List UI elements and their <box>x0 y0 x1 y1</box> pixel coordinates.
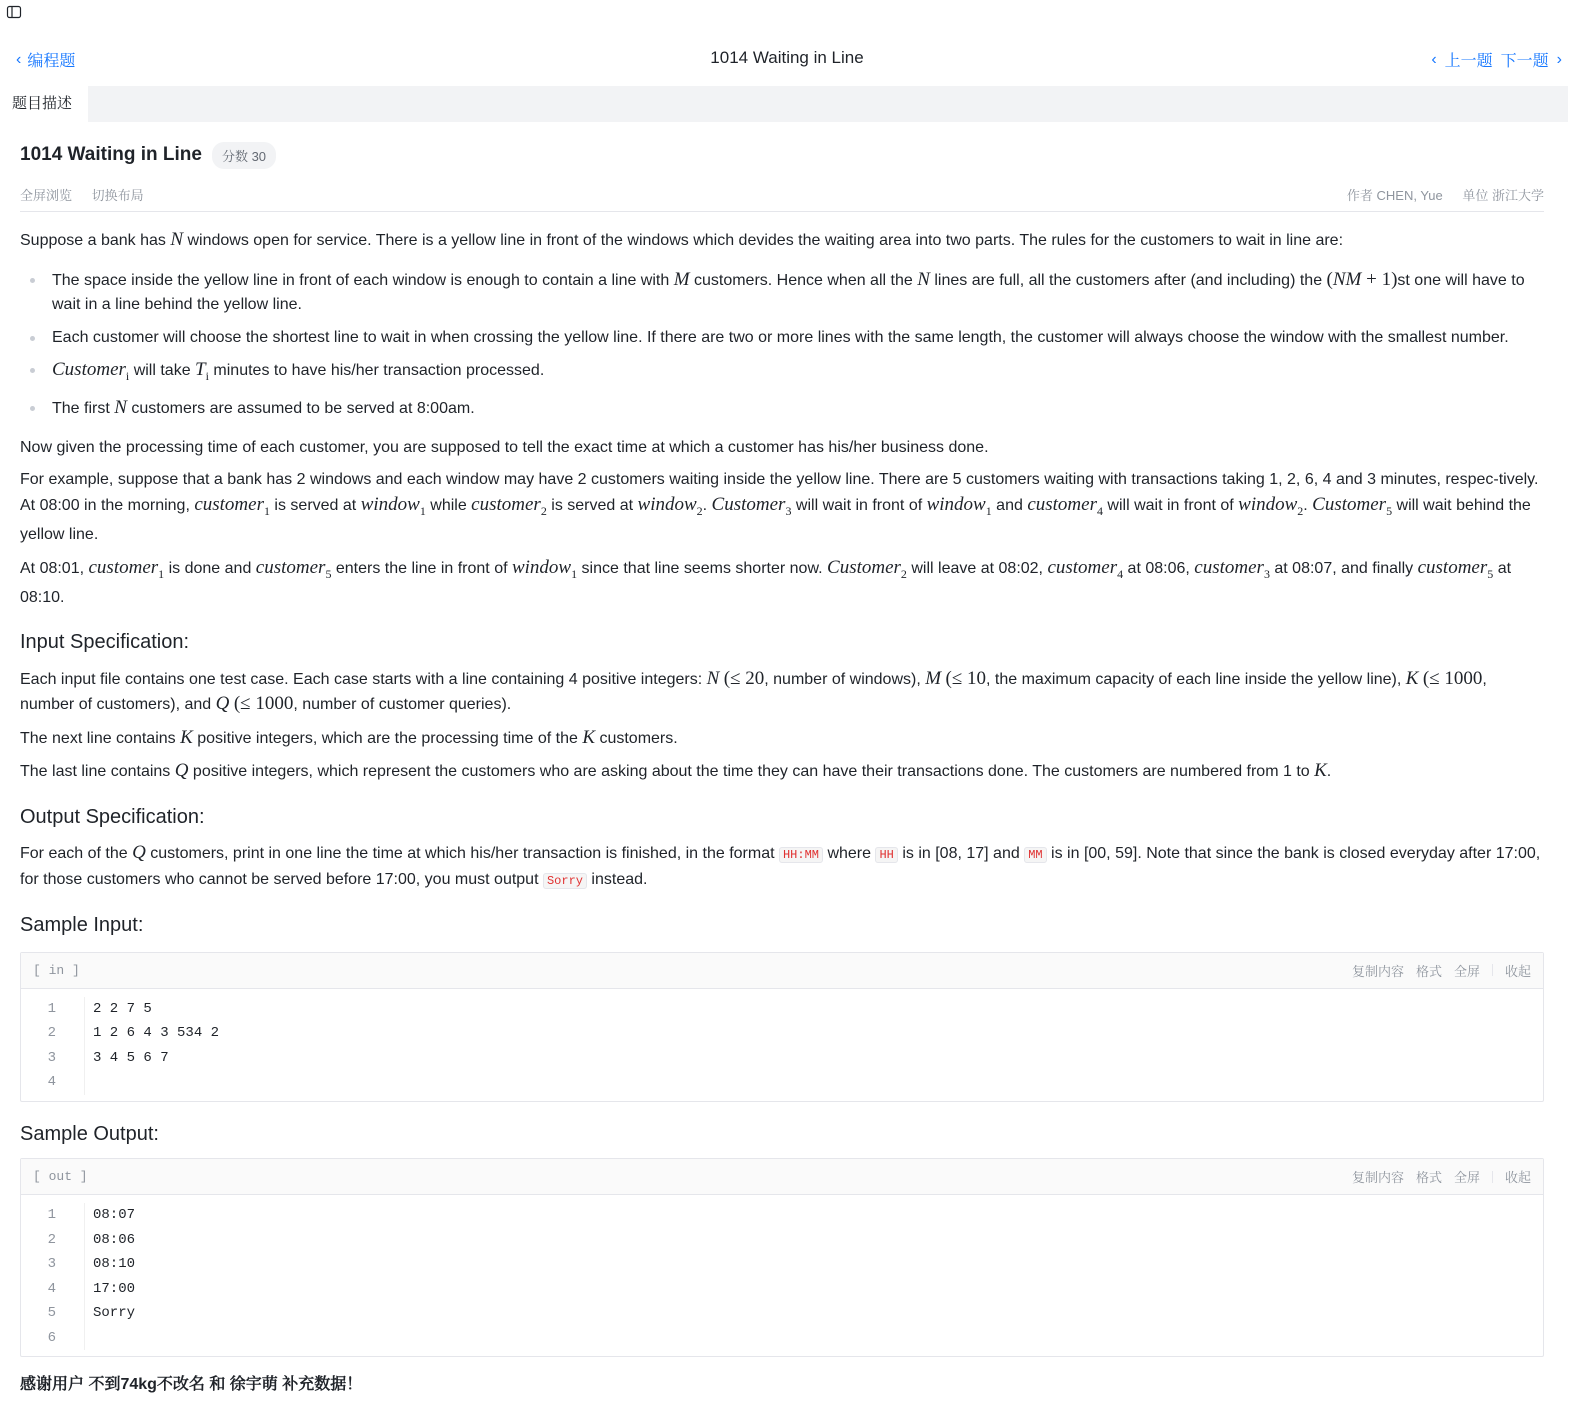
line-numbers <box>21 1203 85 1350</box>
list-item: Customer$_i$ will take $T_i$ minutes to have his/her transaction processed. <box>20 358 1544 388</box>
collapse-button[interactable]: 收起 <box>1504 1170 1531 1186</box>
list-item: The space inside the yellow line in front of each window is enough to contain a line with M customers. Hence when all the N lines are full, all the customers after (and including) the (NM + 1)st one will have to wait in a line behind the yellow line. <box>20 268 1544 318</box>
input-spec-heading: Input Specification: <box>20 631 189 654</box>
output-spec-heading: Output Specification: <box>20 805 205 828</box>
back-link-label: 编程题 <box>27 53 76 70</box>
statement-paragraph: Suppose a bank has N windows open for service. There is a yellow line in front of the windows which devides the waiting area into two parts. The rules for the customers to wait in line are: <box>20 229 1344 250</box>
list-item: The first N customers are assumed to be served at 8:00am. <box>20 396 1544 422</box>
page-title: 1014 Waiting in Line <box>710 48 864 67</box>
problem-pager <box>1431 48 1562 71</box>
statement-paragraph: At 08:01, customer$_1$ is done and customer$_5$ enters the line in front of window$_1$ since that line seems shorter now. Customer$_2$ will leave at 08:02, customer$_4$ at 08:06, customer$_3$ at 08:07, and finally customer$_5$ at 08:10. <box>20 556 1512 606</box>
problem-statement <box>20 228 1544 938</box>
line-number: 1 <box>47 1207 56 1224</box>
problem-meta-row <box>20 178 1544 212</box>
sample-input-heading: Sample Input: <box>20 914 144 937</box>
chevron-left-icon[interactable]: ‹ <box>1431 50 1437 68</box>
copy-button[interactable]: 复制内容 <box>1351 963 1404 979</box>
rules-list <box>20 268 1544 422</box>
code-line: 08:07 <box>93 1207 136 1224</box>
line-number: 3 <box>47 1256 56 1273</box>
line-number: 2 <box>47 1025 56 1042</box>
next-problem-link[interactable]: 下一题 <box>1500 53 1549 70</box>
problem-content <box>20 122 1544 1394</box>
list-item: Each customer will choose the shortest line to wait in when crossing the yellow line. If there are two or more lines with the same length, the customer will always choose the window with the smallest number. <box>20 326 1544 351</box>
line-number: 5 <box>47 1305 56 1322</box>
collapse-button[interactable]: 收起 <box>1504 963 1531 979</box>
tab-bar <box>0 86 1568 122</box>
code-label: [ in ] <box>33 962 80 978</box>
statement-paragraph: Each input file contains one test case. Each case starts with a line containing 4 positive integers: N (≤ 20, number of windows), M (≤ 10, the maximum capacity of each line inside the yellow line), K (≤ 1000, number of customers), and Q (≤ 1000, number of customer queries). <box>20 667 1487 715</box>
acknowledgement-note: 感谢用户 不到74kg不改名 和 徐宇萌 补充数据！ <box>20 1376 363 1394</box>
code-line: 08:10 <box>93 1256 136 1273</box>
prev-problem-link[interactable]: 上一题 <box>1444 53 1493 70</box>
divider <box>1492 1171 1493 1183</box>
problem-header <box>20 122 1544 178</box>
statement-paragraph: For example, suppose that a bank has 2 windows and each window may have 2 customers waiting inside the yellow line. There are 5 customers waiting with transactions taking 1, 2, 6, 4 and 3 minutes, respec-tively. At 08:00 in the morning, customer$_1$ is served at window$_1$ while customer$_2$ is served at window$_2$. Customer$_3$ will wait in front of window$_1$ and customer$_4$ will wait in front of window$_2$. Customer$_5$ will wait behind the yellow line. <box>20 471 1539 544</box>
code-lines[interactable] <box>85 1203 135 1350</box>
sample-output-heading: Sample Output: <box>20 1122 159 1145</box>
statement-paragraph: The last line contains Q positive integers, which represent the customers who are asking about the time they can have their transactions done. The customers are numbered from 1 to K. <box>20 760 1332 782</box>
code-line: 17:00 <box>93 1280 136 1297</box>
fullscreen-button[interactable]: 全屏 <box>1453 1170 1480 1186</box>
line-number: 3 <box>47 1049 56 1066</box>
unit-label: 单位 浙江大学 <box>1462 188 1544 203</box>
fullscreen-browse-button[interactable]: 全屏浏览 <box>20 188 73 203</box>
author-label: 作者 CHEN, Yue <box>1346 188 1443 203</box>
chevron-right-icon[interactable]: › <box>1556 50 1562 68</box>
score-badge: 分数 30 <box>212 142 276 169</box>
line-number: 4 <box>47 1280 56 1297</box>
chevron-left-icon: ‹ <box>16 50 22 68</box>
statement-paragraph: For each of the Q customers, print in one line the time at which his/her transaction is finished, in the format HH:MM where HH is in [08, 17] and MM is in [00, 59]. Note that since the bank is closed everyday after 17:00, for those customers who cannot be served before 17:00, you must output Sorry instead. <box>20 842 1541 888</box>
divider <box>1492 964 1493 976</box>
statement-paragraph: Now given the processing time of each customer, you are supposed to tell the exact time at which a customer has his/her business done. <box>20 438 989 456</box>
problem-title: 1014 Waiting in Line <box>20 144 202 165</box>
line-numbers <box>21 997 85 1095</box>
format-button[interactable]: 格式 <box>1415 963 1442 979</box>
sample-input-box <box>20 952 1544 1102</box>
line-number: 6 <box>47 1329 56 1346</box>
fullscreen-button[interactable]: 全屏 <box>1453 963 1480 979</box>
code-line <box>93 1070 219 1095</box>
code-line: 2 2 7 5 <box>93 1000 152 1017</box>
line-number: 1 <box>47 1000 56 1017</box>
line-number: 4 <box>47 1074 56 1091</box>
line-number: 2 <box>47 1231 56 1248</box>
sample-output-box <box>20 1158 1544 1357</box>
top-nav-bar <box>0 40 1574 80</box>
code-line: 3 4 5 6 7 <box>93 1049 169 1066</box>
sidebar-toggle-icon[interactable] <box>6 4 22 20</box>
statement-paragraph: The next line contains K positive integers, which are the processing time of the K customers. <box>20 726 678 748</box>
switch-layout-button[interactable]: 切换布局 <box>91 188 144 203</box>
code-line: Sorry <box>93 1305 136 1322</box>
code-lines[interactable] <box>85 997 219 1095</box>
tab-description[interactable]: 题目描述 <box>0 86 88 122</box>
code-line: 1 2 6 4 3 534 2 <box>93 1025 220 1042</box>
code-label: [ out ] <box>33 1169 88 1185</box>
format-button[interactable]: 格式 <box>1415 1170 1442 1186</box>
code-line <box>93 1326 135 1351</box>
code-line: 08:06 <box>93 1231 136 1248</box>
copy-button[interactable]: 复制内容 <box>1351 1170 1404 1186</box>
